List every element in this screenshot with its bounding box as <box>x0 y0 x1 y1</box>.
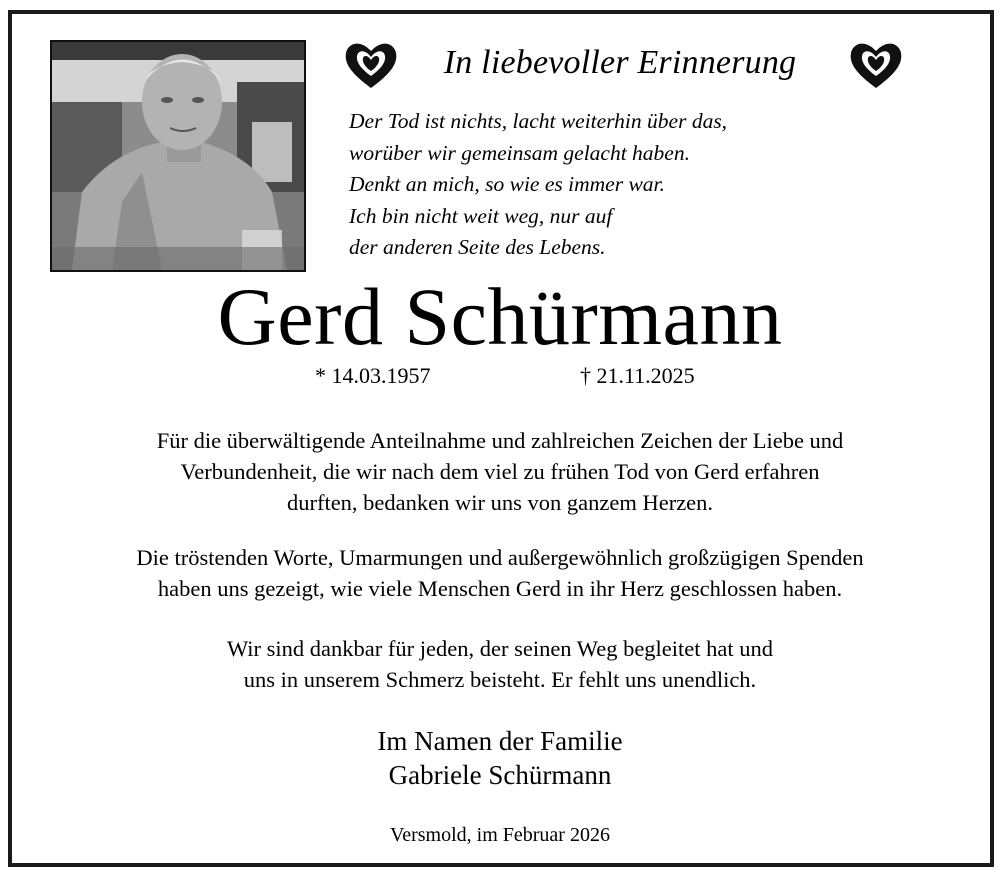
heart-icon <box>847 38 905 92</box>
paragraph-line: uns in unserem Schmerz beisteht. Er fehlt uns unendlich. <box>243 667 757 692</box>
paragraph-line: Verbundenheit, die wir nach dem viel zu frühen Tod von Gerd erfahren <box>180 459 820 484</box>
comfort-paragraph <box>0 542 1000 604</box>
gratitude-paragraph <box>0 633 1000 695</box>
deceased-name: Gerd Schürmann <box>217 271 783 362</box>
paragraph-line: haben uns gezeigt, wie viele Menschen Gerd in ihr Herz geschlossen haben. <box>157 576 843 601</box>
place-date: Versmold, im Februar 2026 <box>390 824 610 846</box>
birth-date: * 14.03.1957 <box>315 363 431 388</box>
poem <box>349 106 829 264</box>
thanks-paragraph <box>0 425 1000 518</box>
paragraph-line: Die tröstenden Worte, Umarmungen und außergewöhnlich großzügigen Spenden <box>136 545 864 570</box>
signature <box>0 724 1000 792</box>
portrait-photo <box>50 40 306 272</box>
paragraph-line: Für die überwältigende Anteilnahme und zahlreichen Zeichen der Liebe und <box>156 428 844 453</box>
heart-icon <box>342 38 400 92</box>
paragraph-line: Wir sind dankbar für jeden, der seinen Weg begleitet hat und <box>226 636 774 661</box>
poem-line: Der Tod ist nichts, lacht weiterhin über das, <box>349 109 728 133</box>
signature-name: Gabriele Schürmann <box>388 760 612 790</box>
headline: In liebevoller Erinnerung <box>443 44 797 81</box>
poem-line: der anderen Seite des Lebens. <box>349 235 606 259</box>
poem-line: Denkt an mich, so wie es immer war. <box>349 172 665 196</box>
poem-line: Ich bin nicht weit weg, nur auf <box>349 203 613 228</box>
paragraph-line: durften, bedanken wir uns von ganzem Herzen. <box>286 490 714 515</box>
poem-line: worüber wir gemeinsam gelacht haben. <box>349 140 690 165</box>
signature-line: Im Namen der Familie <box>377 726 623 756</box>
death-date: † 21.11.2025 <box>580 363 695 388</box>
